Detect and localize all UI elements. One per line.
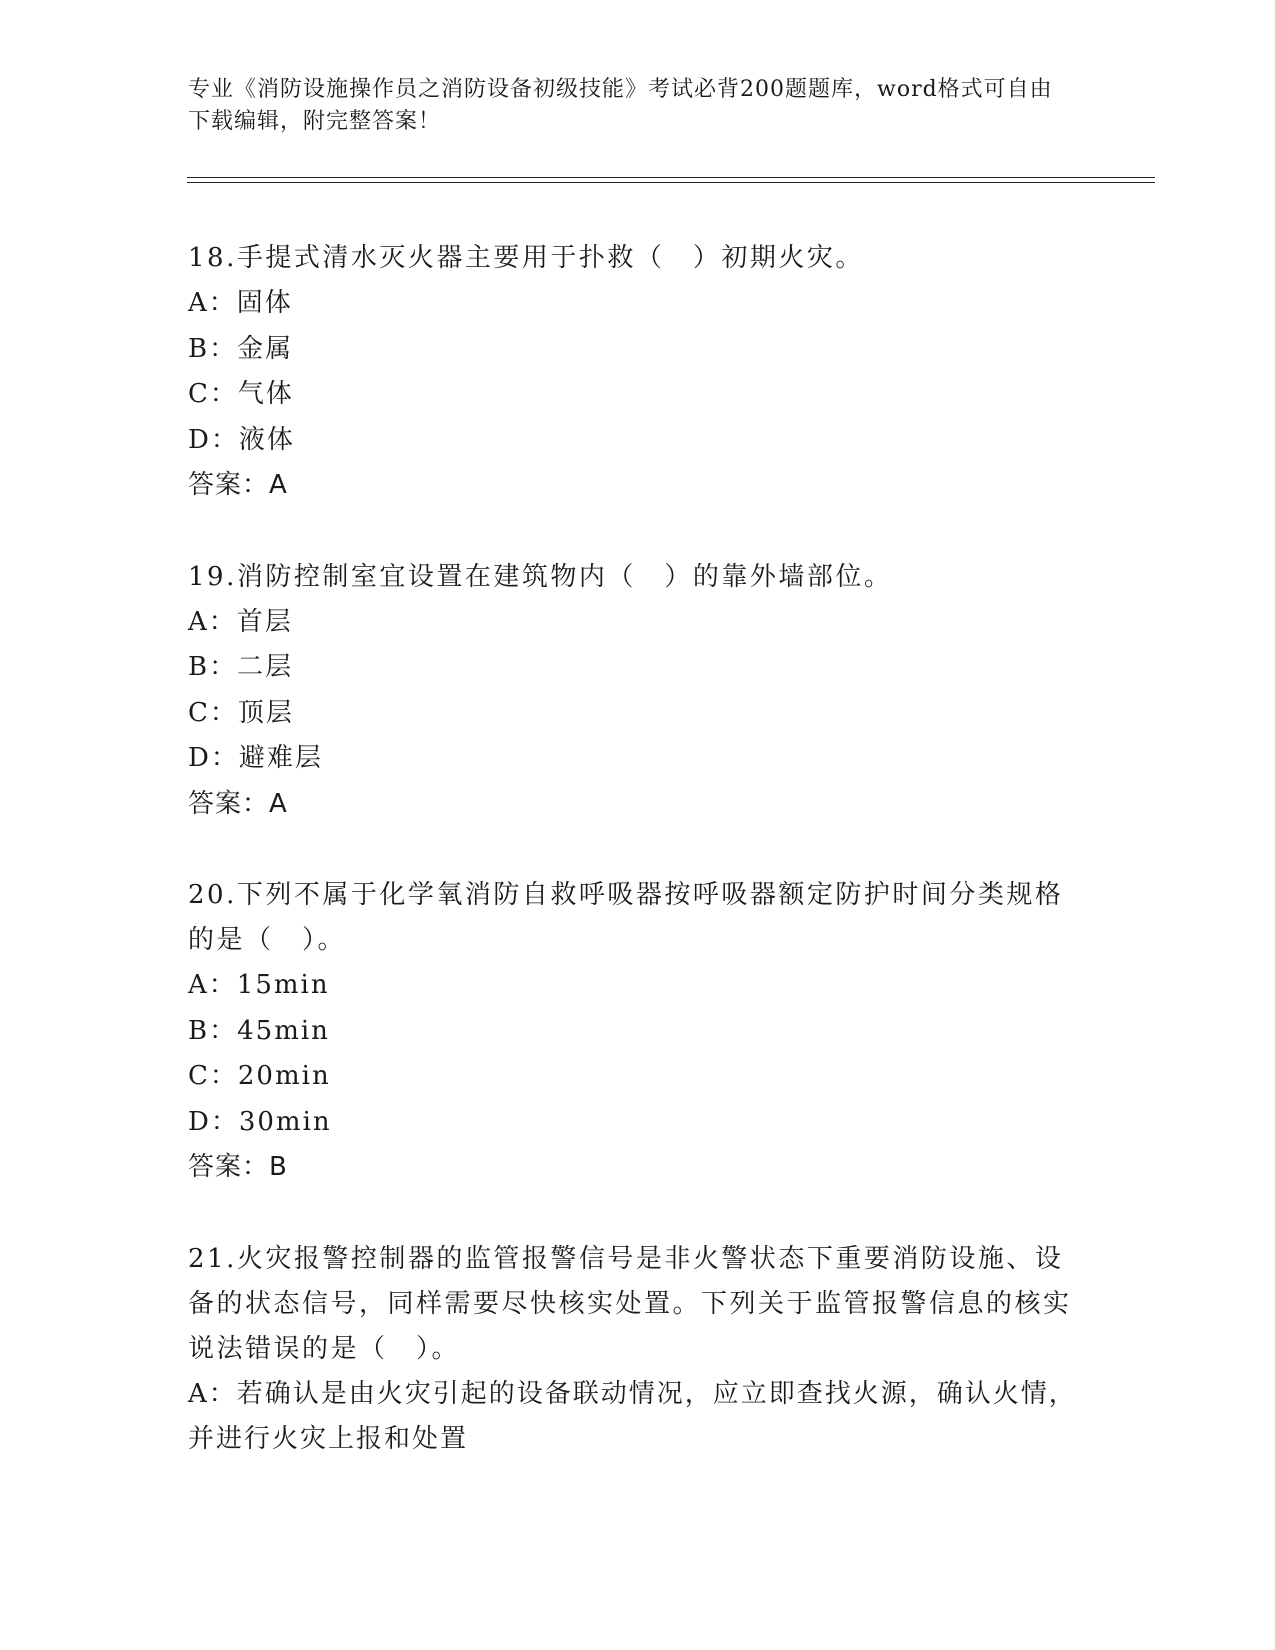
header-divider-bottom [187,182,1155,183]
option-c: C：气体 [188,379,294,409]
question-19 [188,555,1088,828]
document-header: 专业《消防设施操作员之消防设备初级技能》考试必背200题题库，word格式可自由下载编辑，附完整答案！ [188,77,1053,134]
answer-line: 答案：B [188,1152,288,1182]
option-a: A：15min [188,970,330,1000]
option-d: D：避难层 [188,743,323,773]
answer-line: 答案：A [188,788,288,819]
question-stem: 20.下列不属于化学氧消防自救呼吸器按呼吸器额定防护时间分类规格的是（ ）。 [188,880,1064,955]
answer-line: 答案：A [188,470,288,500]
option-d: D：液体 [188,424,295,455]
question-21 [188,1237,1088,1463]
option-a: A：固体 [188,288,293,318]
option-d: D：30min [188,1106,332,1137]
option-a: A：首层 [188,606,293,637]
option-c: C：20min [188,1061,331,1091]
question-stem: 21.火灾报警控制器的监管报警信号是非火警状态下重要消防设施、设备的状态信号，同样需要尽快核实处置。下列关于监管报警信息的核实说法错误的是（ ）。 [188,1243,1072,1364]
option-b: B：金属 [188,333,294,364]
question-20 [188,873,1088,1191]
question-list [188,236,1088,1509]
question-stem: 18.手提式清水灭火器主要用于扑救（ ）初期火灾。 [188,243,864,273]
option-c: C：顶层 [188,697,294,728]
header-divider-top [187,177,1155,178]
question-18 [188,236,1088,509]
option-a: A：若确认是由火灾引起的设备联动情况，应立即查找火源，确认火情，并进行火灾上报和处置 [188,1378,1077,1454]
option-b: B：45min [188,1015,330,1046]
question-stem: 19.消防控制室宜设置在建筑物内（ ）的靠外墙部位。 [188,561,893,592]
option-b: B：二层 [188,652,294,682]
